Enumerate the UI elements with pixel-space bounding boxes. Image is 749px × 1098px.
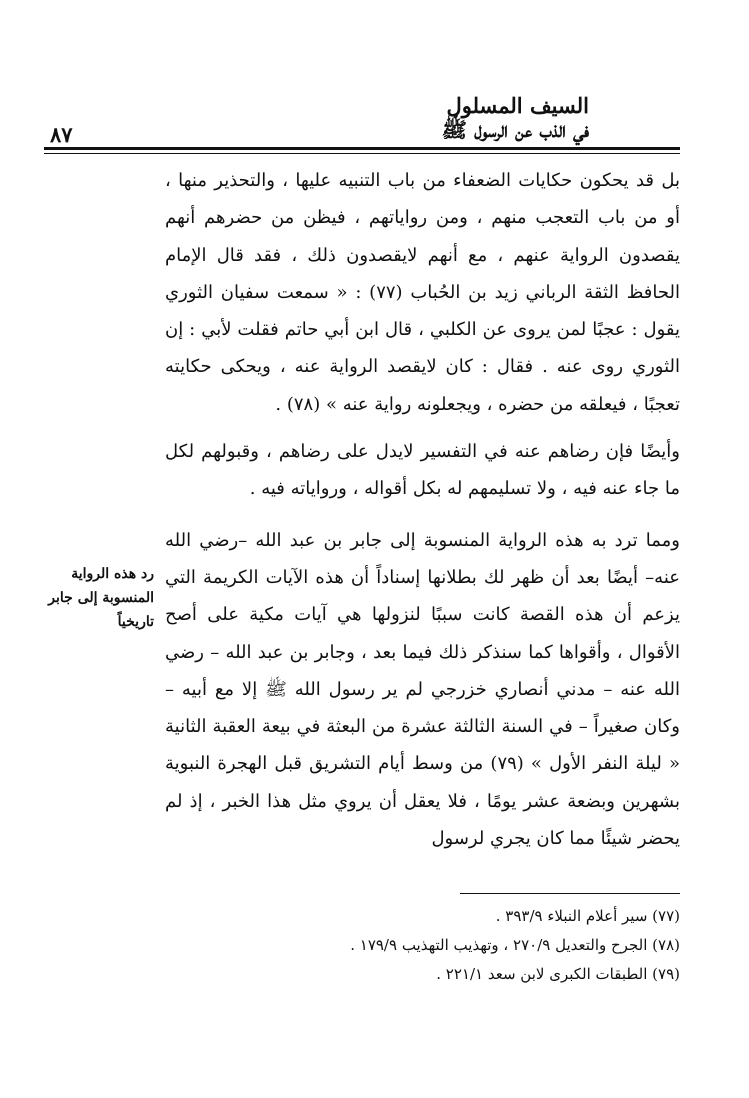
paragraph-1: بل قد يحكون حكايات الضعفاء من باب التنبيه عليها ، والتحذير منها ، أو من باب التعجب منهم ، ومن رواياتهم ، فيظن من حضرهم أنهم يقصدون الرواية عنهم ، مع أنهم لايقصدون ذلك ، فقد قال الإمام الحافظ الثقة الرباني زيد بن الحُباب (٧٧) : « سمعت سفيان الثوري يقول : عجبًا لمن يروى عن الكلبي ، قال ابن أبي حاتم فقلت لأبي : إن الثوري روى عنه . فقال : كان لايقصد الرواية عنه ، ويحكى حكايته تعجبًا ، فيعلقه من حضره ، ويجعلونه رواية عنه » (٧٨) . xyxy=(165,170,680,415)
footnote-rule xyxy=(460,893,680,894)
footnote-78: (٧٨) الجرح والتعديل ٢٧٠/٩ ، وتهذيب التهذيب ١٧٩/٩ . xyxy=(350,936,680,954)
header-rule-thick xyxy=(44,147,680,150)
header-rule-thin xyxy=(44,153,680,154)
header-title-line-1: السيف المسلول xyxy=(446,93,589,118)
footnote-77: (٧٧) سير أعلام النبلاء ٣٩٣/٩ . xyxy=(495,907,680,925)
paragraph-2: وأيضًا فإن رضاهم عنه في التفسير لايدل على رضاهم ، وقبولهم لكل ما جاء عنه فيه ، ولا تسليمهم له بكل أقواله ، ورواياته فيه . xyxy=(165,441,680,500)
footnotes xyxy=(165,902,680,989)
body-text xyxy=(165,162,680,857)
header-title-line-2: في الذب عن الرسول ﷺ xyxy=(441,117,589,142)
footnote-79: (٧٩) الطبقات الكبرى لابن سعد ٢٢١/١ . xyxy=(436,965,680,983)
running-header-title xyxy=(289,94,589,142)
page-number: ٨٧ xyxy=(50,122,73,147)
margin-note: رد هذه الرواية المنسوبة إلى جابر تاريخياً xyxy=(48,566,154,630)
paragraph-3: ومما ترد به هذه الرواية المنسوبة إلى جابر بن عبد الله –رضي الله عنه– أيضًا بعد أن ظهر لك بطلانها إسناداً أن هذه الآيات الكريمة التي يزعم أن هذه القصة كانت سببًا لنزولها هي آيات مكية على أصح الأقوال ، وأقواها كما سنذكر ذلك فيما بعد ، وجابر بن عبد الله – رضي الله عنه – مدني أنصاري خزرجي لم ير رسول الله ﷺ إلا مع أبيه – وكان صغيراً – في السنة الثالثة عشرة من البعثة في بيعة العقبة الثانية « ليلة النفر الأول » (٧٩) من وسط أيام التشريق قبل الهجرة النبوية بشهرين وبضعة عشر يومًا ، فلا يعقل أن يروي مثل هذا الخبر ، إذ لم يحضر شيئًا مما كان يجري لرسول xyxy=(165,529,680,850)
